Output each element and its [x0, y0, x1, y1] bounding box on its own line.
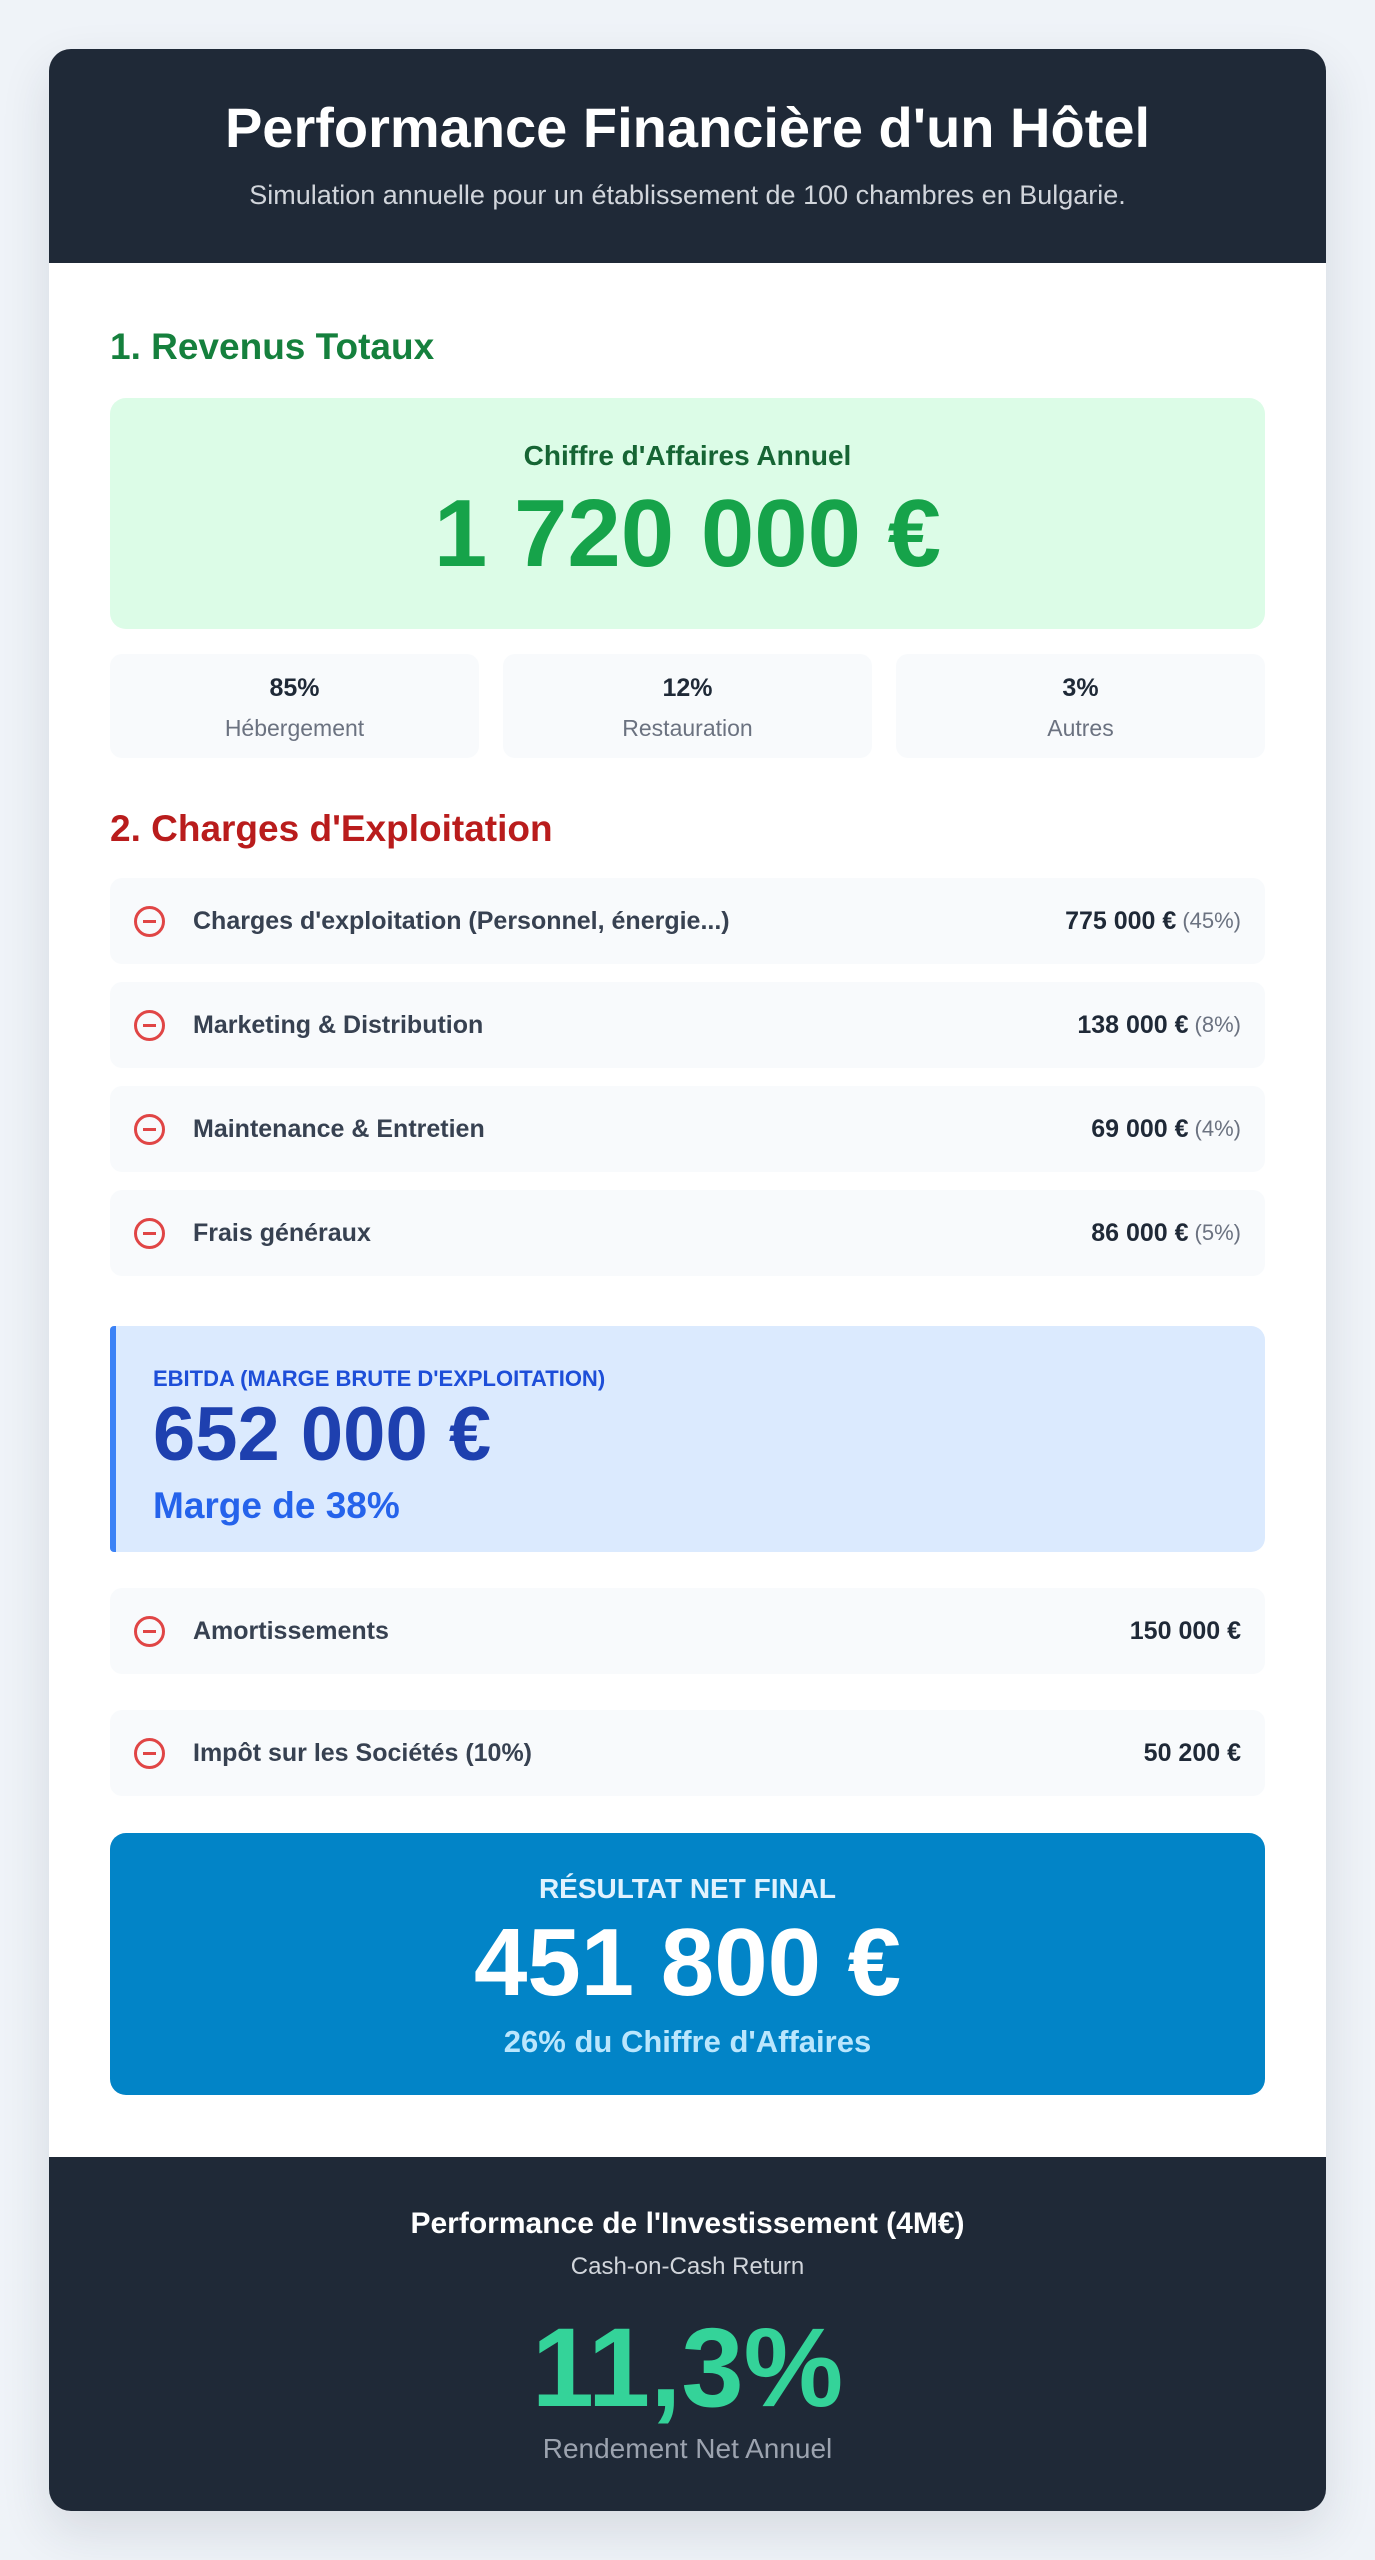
deduction-label: Amortissements	[193, 1616, 389, 1645]
revenue-section-title: 1. Revenus Totaux	[110, 326, 435, 367]
expense-row	[110, 1190, 1265, 1276]
expense-amount: 69 000 €	[1091, 1114, 1189, 1143]
breakdown-pct: 85%	[269, 674, 320, 702]
expense-pct: (45%)	[1182, 908, 1241, 933]
minus-circle-icon	[134, 1738, 165, 1769]
expense-label: Charges d'exploitation (Personnel, énergie...)	[193, 906, 730, 935]
minus-circle-icon	[134, 906, 165, 937]
expense-label: Marketing & Distribution	[193, 1010, 484, 1039]
investment-title: Performance de l'Investissement (4M€)	[410, 2207, 965, 2240]
net-result-value: 451 800 €	[473, 1909, 902, 2016]
investment-subtitle: Cash-on-Cash Return	[570, 2253, 805, 2280]
report-content	[49, 326, 1326, 2095]
expense-amount: 138 000 €	[1077, 1010, 1189, 1039]
expenses-section-title: 2. Charges d'Exploitation	[110, 808, 553, 849]
revenue-breakdown	[110, 654, 1265, 758]
ebitda-margin: Marge de 38%	[153, 1484, 400, 1526]
deduction-row	[110, 1588, 1265, 1674]
breakdown-pct: 12%	[662, 674, 713, 702]
ebitda-label: EBITDA (MARGE BRUTE D'EXPLOITATION)	[153, 1366, 606, 1391]
revenue-breakdown-item	[896, 654, 1265, 758]
breakdown-label: Hébergement	[224, 715, 365, 741]
deduction-amount: 150 000 €	[1129, 1616, 1241, 1645]
breakdown-pct: 3%	[1062, 674, 1099, 702]
expense-row	[110, 878, 1265, 964]
report-card	[49, 49, 1326, 2511]
ebitda-box	[110, 1326, 1265, 1552]
page-title: Performance Financière d'un Hôtel	[224, 96, 1151, 159]
net-result-label: RÉSULTAT NET FINAL	[538, 1873, 837, 1904]
report-header	[49, 49, 1326, 263]
expense-pct: (5%)	[1194, 1220, 1241, 1245]
revenue-breakdown-item	[110, 654, 479, 758]
investment-return-value: 11,3%	[531, 2305, 844, 2430]
ebitda-value: 652 000 €	[153, 1392, 492, 1477]
net-result-box	[110, 1833, 1265, 2095]
deduction-amount: 50 200 €	[1143, 1738, 1241, 1767]
breakdown-label: Autres	[1047, 715, 1114, 741]
expense-label: Frais généraux	[193, 1218, 371, 1247]
expense-pct: (8%)	[1194, 1012, 1241, 1037]
revenue-value: 1 720 000 €	[433, 480, 942, 587]
investment-caption: Rendement Net Annuel	[542, 2432, 833, 2464]
breakdown-label: Restauration	[622, 715, 753, 741]
deduction-label: Impôt sur les Sociétés (10%)	[193, 1738, 533, 1767]
deduction-row	[110, 1710, 1265, 1796]
expense-label: Maintenance & Entretien	[193, 1114, 485, 1143]
minus-circle-icon	[134, 1218, 165, 1249]
minus-circle-icon	[134, 1114, 165, 1145]
revenue-summary-box	[110, 398, 1265, 629]
investment-footer	[49, 2157, 1326, 2511]
page-subtitle: Simulation annuelle pour un établissement de 100 chambres en Bulgarie.	[249, 180, 1126, 211]
minus-circle-icon	[134, 1616, 165, 1647]
expense-row	[110, 982, 1265, 1068]
expense-amount: 775 000 €	[1065, 906, 1177, 935]
revenue-breakdown-item	[503, 654, 872, 758]
revenue-label: Chiffre d'Affaires Annuel	[523, 440, 852, 471]
minus-circle-icon	[134, 1010, 165, 1041]
net-result-pct: 26% du Chiffre d'Affaires	[503, 2023, 872, 2059]
expense-amount: 86 000 €	[1091, 1218, 1189, 1247]
expense-pct: (4%)	[1194, 1116, 1241, 1141]
expense-row	[110, 1086, 1265, 1172]
